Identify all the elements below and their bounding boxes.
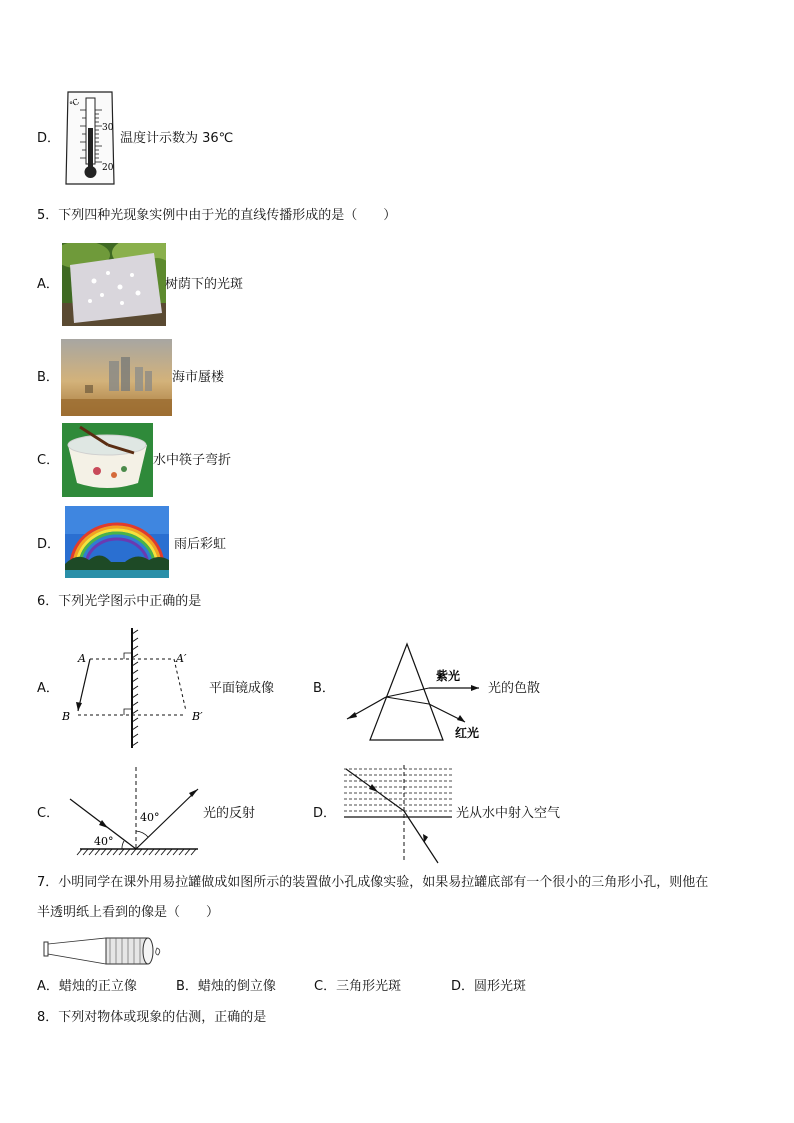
label-b: B xyxy=(62,710,71,723)
q5-stem: 5．下列四种光现象实例中由于光的直线传播形成的是（ ） xyxy=(37,208,397,223)
label-a: A xyxy=(78,652,86,665)
water-to-air-diagram xyxy=(342,765,454,865)
q6-option-c-caption: 光的反射 xyxy=(203,806,256,821)
angle-lower-label: 40° xyxy=(94,835,114,848)
q5-option-c-letter: C． xyxy=(37,453,60,468)
pinhole-camera-figure xyxy=(40,932,166,970)
angle-upper-label: 40° xyxy=(140,811,160,824)
q4-option-d-letter: D． xyxy=(37,131,61,146)
label-red-light: 红光 xyxy=(455,726,480,740)
q7-stem-line1: 7．小明同学在课外用易拉罐做成如图所示的装置做小孔成像实验，如果易拉罐底部有一个很小的三角形小孔，则他在 xyxy=(37,875,709,890)
q7-stem-line2: 半透明纸上看到的像是（ ） xyxy=(37,905,220,920)
prism-dispersion-diagram xyxy=(343,640,488,745)
rainbow-photo xyxy=(65,506,169,578)
q5-option-a-caption: 树荫下的光斑 xyxy=(165,277,244,292)
thermometer-figure xyxy=(62,88,118,188)
q5-option-b-caption: 海市蜃楼 xyxy=(172,370,225,385)
q5-option-a-letter: A． xyxy=(37,277,59,292)
plane-mirror-diagram xyxy=(58,626,208,752)
q5-option-d-caption: 雨后彩虹 xyxy=(174,537,227,552)
q4-option-d-caption: 温度计示数为 36℃ xyxy=(120,131,234,146)
q6-option-d-caption: 光从水中射入空气 xyxy=(456,806,561,821)
thermometer-tick-20: 20 xyxy=(102,163,114,173)
q6-option-b-letter: B． xyxy=(313,681,335,696)
q7-option-c: C．三角形光斑 xyxy=(314,979,402,994)
q8-stem: 8．下列对物体或现象的估测，正确的是 xyxy=(37,1010,267,1025)
reflection-diagram xyxy=(66,765,202,859)
q5-option-c-caption: 水中筷子弯折 xyxy=(153,453,232,468)
q7-option-d: D．圆形光斑 xyxy=(451,979,527,994)
q6-option-d-letter: D． xyxy=(313,806,337,821)
q5-option-d-letter: D． xyxy=(37,537,61,552)
q7-option-b: B．蜡烛的倒立像 xyxy=(176,979,276,994)
mirage-photo xyxy=(61,339,172,416)
bent-chopstick-photo xyxy=(62,423,153,497)
q6-stem: 6．下列光学图示中正确的是 xyxy=(37,594,202,609)
label-violet-light: 紫光 xyxy=(436,669,461,683)
q5-option-b-letter: B． xyxy=(37,370,59,385)
tree-shade-light-spots-photo xyxy=(62,243,166,326)
q6-option-a-caption: 平面镜成像 xyxy=(209,681,275,696)
thermometer-tick-30: 30 xyxy=(102,123,114,133)
q6-option-c-letter: C． xyxy=(37,806,60,821)
label-a-prime: A′ xyxy=(176,652,187,665)
q6-option-b-caption: 光的色散 xyxy=(488,681,541,696)
q6-option-a-letter: A． xyxy=(37,681,59,696)
thermometer-unit: ℃ xyxy=(68,97,81,110)
label-b-prime: B′ xyxy=(192,710,203,723)
q7-option-a: A．蜡烛的正立像 xyxy=(37,979,137,994)
